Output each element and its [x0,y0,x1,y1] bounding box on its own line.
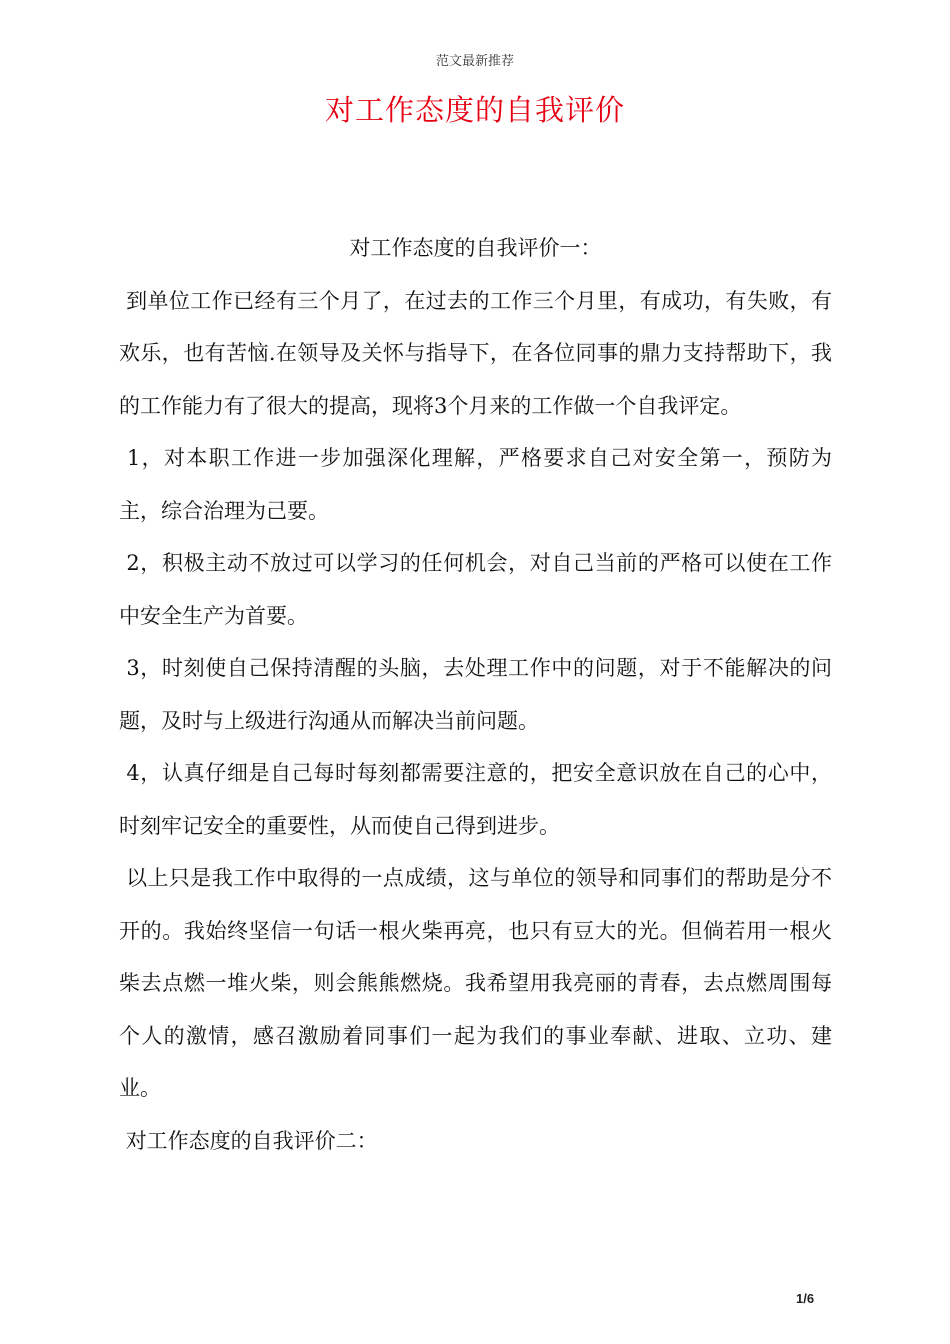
header-note: 范文最新推荐 [435,54,514,69]
document-body [119,222,832,1167]
paragraph-item-3: 3，时刻使自己保持清醒的头脑，去处理工作中的问题，对于不能解决的问题，及时与上级进行沟通从而解决当前问题。 [119,656,832,733]
paragraph-intro: 到单位工作已经有三个月了，在过去的工作三个月里，有成功，有失败，有欢乐，也有苦恼.在领导及关怀与指导下，在各位同事的鼎力支持帮助下，我的工作能力有了很大的提高，现将3个月来的工作做一个自我评定。 [119,288,832,418]
section-heading-two: 对工作态度的自我评价二： [119,1128,378,1153]
document-title: 对工作态度的自我评价 [324,93,625,127]
paragraph-item-2: 2，积极主动不放过可以学习的任何机会，对自己当前的严格可以使在工作中安全生产为首要。 [119,551,832,628]
paragraph-summary: 以上只是我工作中取得的一点成绩，这与单位的领导和同事们的帮助是分不开的。我始终坚信一句话一根火柴再亮，也只有豆大的光。但倘若用一根火柴去点燃一堆火柴，则会熊熊燃烧。我希望用我亮丽的青春，去点燃周围每个人的激情，感召激励着同事们一起为我们的事业奉献、进取、立功、建业。 [119,866,832,1100]
paragraph-item-1: 1，对本职工作进一步加强深化理解，严格要求自己对安全第一，预防为主，综合治理为己要。 [119,446,833,523]
section-heading-one: 对工作态度的自我评价一： [349,236,602,260]
paragraph-item-4: 4，认真仔细是自己每时每刻都需要注意的，把安全意识放在自己的心中，时刻牢记安全的重要性，从而使自己得到进步。 [119,761,832,838]
page-number: 1/6 [796,1291,815,1306]
